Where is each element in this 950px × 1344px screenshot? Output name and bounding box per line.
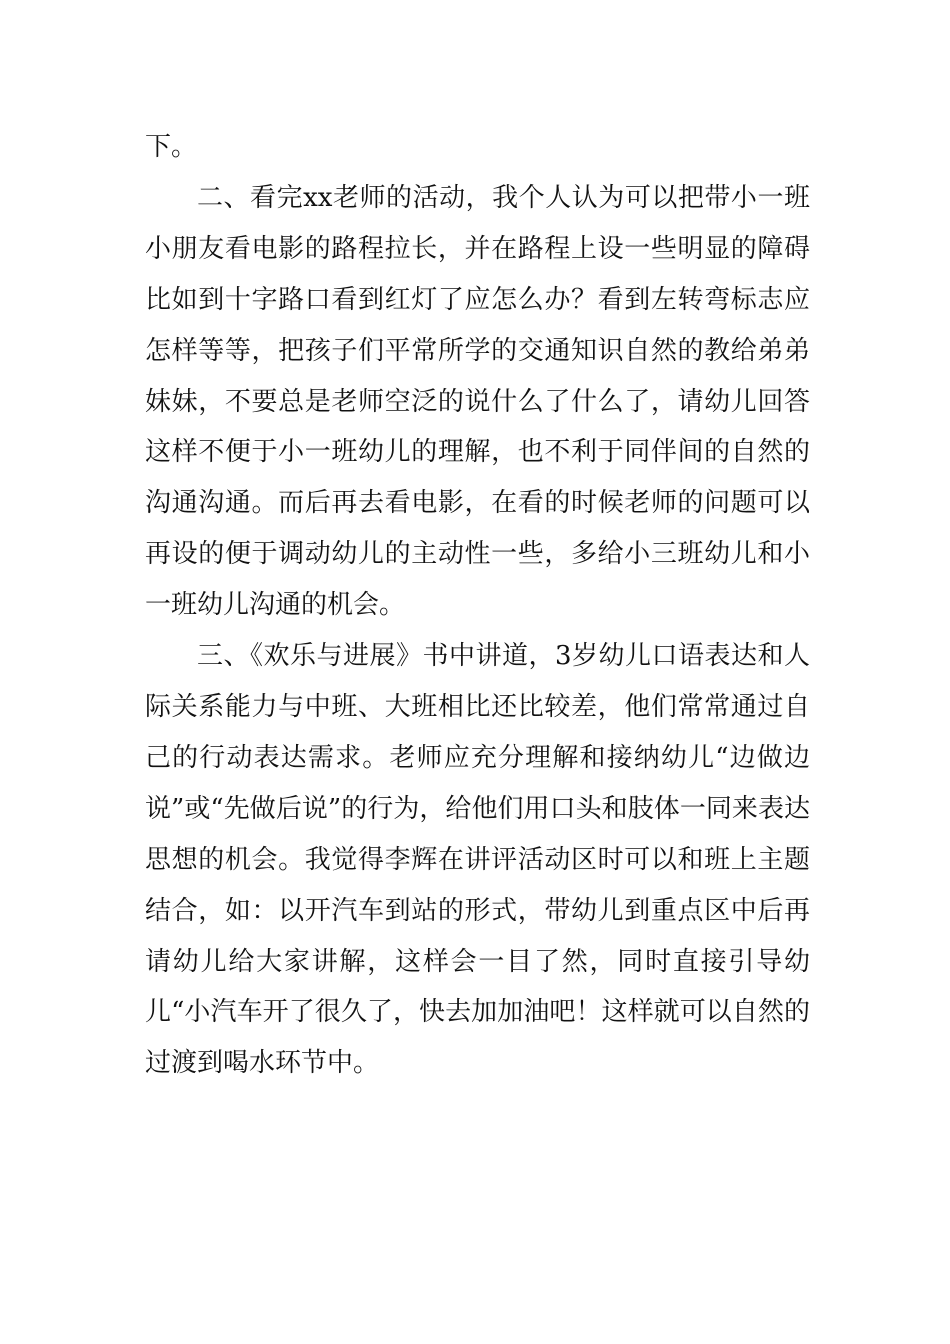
paragraph-continuation: 下。	[145, 132, 198, 162]
paragraph-point-three: 三、《欢乐与进展》书中讲道，3岁幼儿口语表达和人际关系能力与中班、大班相比还比较差，他们常常通过自己的行动表达需求。老师应充分理解和接纳幼儿“边做边说”或“先做后说”的行为，给他们用口头和肢体一同来表达思想的机会。我觉得李辉在讲评活动区时可以和班上主题结合，如：以开汽车到站的形式，带幼儿到重点区中后再请幼儿给大家讲解，这样会一目了然，同时直接引导幼儿“小汽车开了很久了，快去加加油吧！这样就可以自然的过渡到喝水环节中。	[145, 641, 810, 1079]
document-body	[145, 122, 810, 1089]
paragraph-point-two: 二、看完xx老师的活动，我个人认为可以把带小一班小朋友看电影的路程拉长，并在路程上设一些明显的障碍比如到十字路口看到红灯了应怎么办？看到左转弯标志应怎样等等，把孩子们平常所学的交通知识自然的教给弟弟妹妹，不要总是老师空泛的说什么了什么了，请幼儿回答这样不便于小一班幼儿的理解，也不利于同伴间的自然的沟通沟通。而后再去看电影，在看的时候老师的问题可以再设的便于调动幼儿的主动性一些，多给小三班幼儿和小一班幼儿沟通的机会。	[145, 182, 810, 621]
